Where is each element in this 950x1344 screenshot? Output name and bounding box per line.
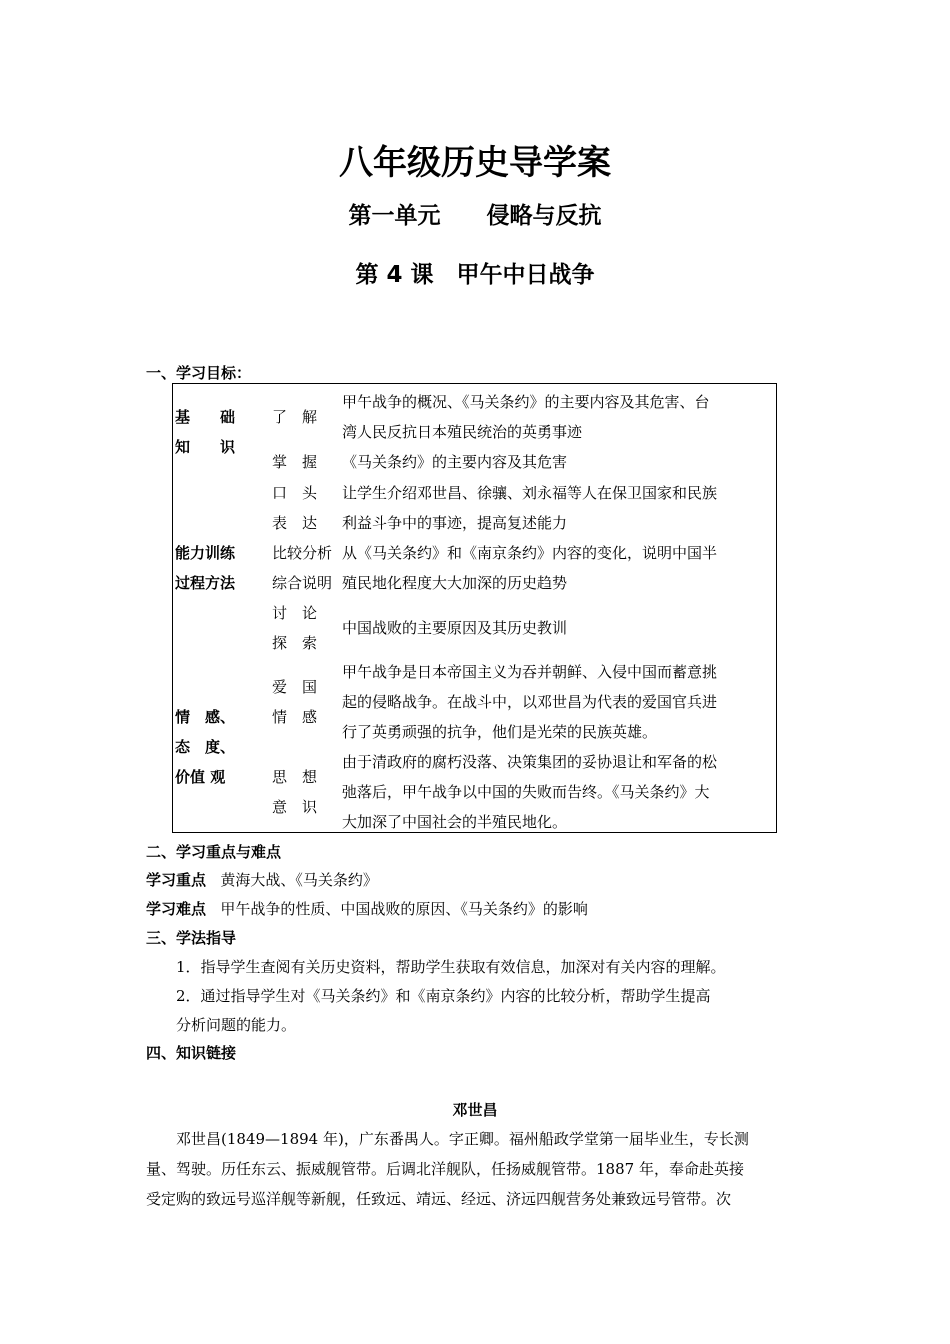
- row-text: 行了英勇顽强的抗争，他们是光荣的民族英雄。: [342, 723, 658, 741]
- row-text: 从《马关条约》和《南京条约》内容的变化，说明中国半: [342, 544, 718, 562]
- category-emotion-2: 态 度、: [175, 738, 236, 756]
- guidance-item: 1．指导学生查阅有关历史资料，帮助学生获取有效信息，加深对有关内容的理解。: [176, 958, 726, 976]
- row-text: 《马关条约》的主要内容及其危害: [342, 453, 568, 471]
- row-label-patriotism: 爱 国: [272, 678, 318, 696]
- difficulty-label: 学习难点: [146, 900, 207, 918]
- row-label-ideology: 思 想: [272, 768, 318, 786]
- row-text: 殖民地化程度大大加深的历史趋势: [342, 574, 568, 592]
- guidance-item: 2．通过指导学生对《马关条约》和《南京条约》内容的比较分析，帮助学生提高: [176, 987, 711, 1005]
- row-label-oral: 表 达: [272, 514, 318, 532]
- category-ability-1: 能力训练: [175, 544, 236, 562]
- category-emotion-1: 情 感、: [175, 708, 236, 726]
- row-text: 让学生介绍邓世昌、徐骧、刘永福等人在保卫国家和民族: [342, 484, 718, 502]
- row-text: 利益斗争中的事迹，提高复述能力: [342, 514, 568, 532]
- row-text: 甲午战争的概况、《马关条约》的主要内容及其危害、台: [342, 393, 710, 411]
- section-heading-key-points: 二、学习重点与难点: [146, 843, 282, 861]
- page-title: 八年级历史导学案: [339, 143, 611, 183]
- biography-line: 邓世昌(1849—1894 年)，广东番禺人。字正卿。福州船政学堂第一届毕业生，专长测: [146, 1130, 749, 1148]
- row-label-discuss: 探 索: [272, 634, 318, 652]
- lesson-title: 第 4 课 甲午中日战争: [355, 262, 595, 288]
- row-label-discuss: 讨 论: [272, 604, 318, 622]
- category-basic-knowledge-1: 基 础: [175, 408, 236, 426]
- row-text: 湾人民反抗日本殖民统治的英勇事迹: [342, 423, 583, 441]
- difficulty-line: [146, 898, 588, 919]
- focus-label: 学习重点: [146, 871, 207, 889]
- objectives-table: [172, 383, 777, 833]
- row-label-compare: 综合说明: [272, 574, 333, 592]
- biography-line: 量、驾驶。历任东云、振威舰管带。后调北洋舰队，任扬威舰管带。1887 年，奉命赴英接: [146, 1160, 744, 1178]
- section-heading-guidance: 三、学法指导: [146, 929, 237, 947]
- biography-line: 受定购的致远号巡洋舰等新舰，任致远、靖远、经远、济远四舰营务处兼致远号管带。次: [146, 1190, 732, 1208]
- row-text: 起的侵略战争。在战斗中，以邓世昌为代表的爱国官兵进: [342, 693, 718, 711]
- unit-title: 第一单元 侵略与反抗: [348, 203, 602, 229]
- section-heading-knowledge-link: 四、知识链接: [146, 1044, 237, 1062]
- guidance-item-continued: 分析问题的能力。: [176, 1016, 297, 1034]
- focus-text: 黄海大战、《马关条约》: [220, 871, 378, 889]
- row-label-understand: 了 解: [272, 408, 318, 426]
- row-text: 中国战败的主要原因及其历史教训: [342, 619, 568, 637]
- category-ability-2: 过程方法: [175, 574, 236, 592]
- row-label-oral: 口 头: [272, 484, 318, 502]
- row-text: 由于清政府的腐朽没落、决策集团的妥协退让和军备的松: [342, 753, 718, 771]
- row-text: 弛落后，甲午战争以中国的失败而告终。《马关条约》大: [342, 783, 710, 801]
- category-emotion-3: 价值 观: [175, 768, 226, 786]
- row-text: 大加深了中国社会的半殖民地化。: [342, 813, 568, 831]
- row-text: 甲午战争是日本帝国主义为吞并朝鲜、入侵中国而蓄意挑: [342, 663, 718, 681]
- row-label-patriotism: 情 感: [272, 708, 318, 726]
- biography-heading: 邓世昌: [452, 1101, 498, 1119]
- focus-line: [146, 869, 378, 890]
- row-label-ideology: 意 识: [272, 798, 318, 816]
- difficulty-text: 甲午战争的性质、中国战败的原因、《马关条约》的影响: [220, 900, 588, 918]
- row-label-master: 掌 握: [272, 453, 318, 471]
- category-basic-knowledge-2: 知 识: [175, 438, 236, 456]
- section-heading-objectives: 一、学习目标：: [146, 364, 252, 382]
- row-label-compare: 比较分析: [272, 544, 333, 562]
